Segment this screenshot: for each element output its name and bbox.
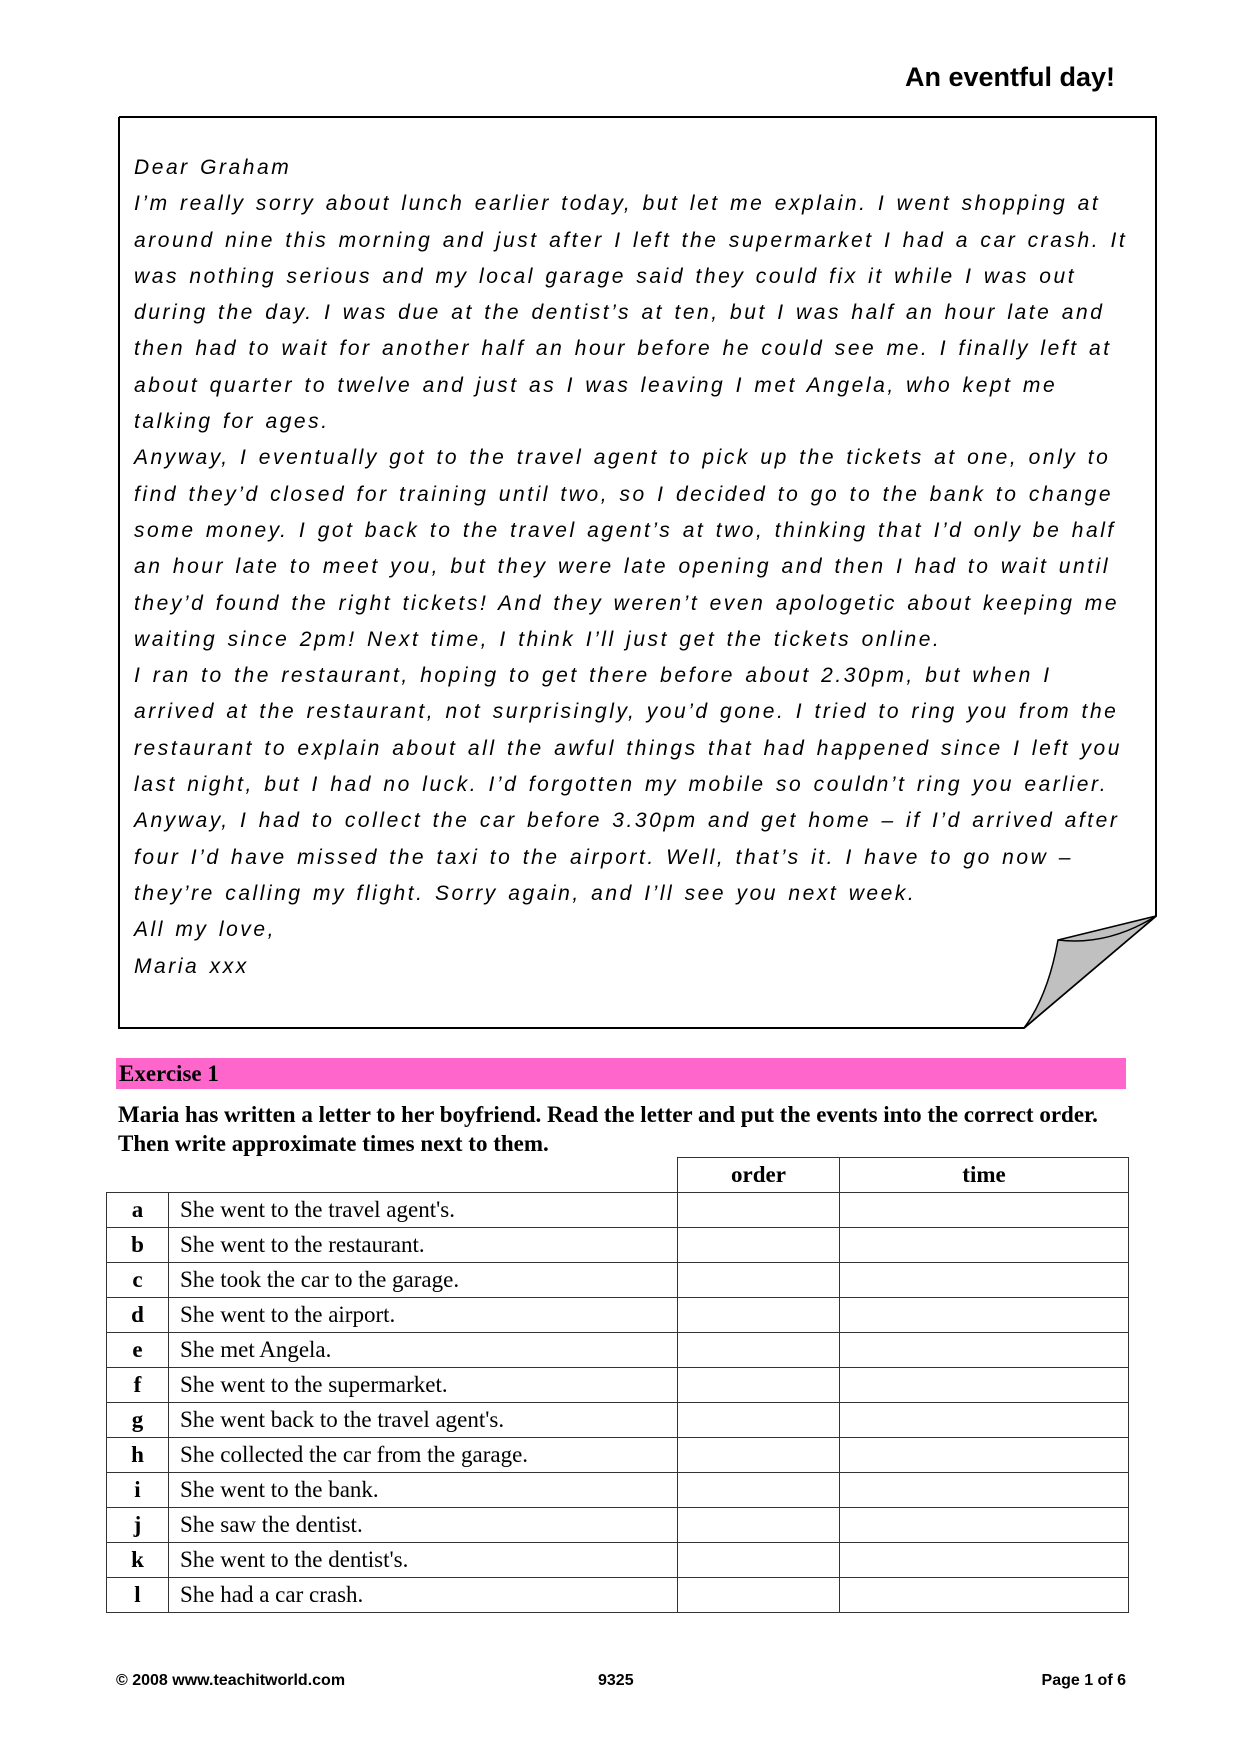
time-cell[interactable] (840, 1263, 1129, 1298)
exercise-instructions: Maria has written a letter to her boyfriend. Read the letter and put the events into the correct order. Then write approximate times next to them. (118, 1102, 1098, 1156)
letter-paragraph: I ran to the restaurant, hoping to get there before about 2.30pm, but when I arrived at the restaurant, not surprisingly, you’d gone. I tried to ring you from the restaurant to explain about all the awful things that had happened since I left you last night, but I had no luck. I’d forgotten my mobile so couldn’t ring you earlier. Anyway, I had to collect the car before 3.30pm and get home – if I’d arrived after four I’d have missed the taxi to the airport. Well, that’s it. I have to go now – they’re calling my flight. Sorry again, and I’ll see you next week. (134, 664, 1122, 905)
letter-body (134, 150, 1144, 985)
order-cell[interactable] (678, 1543, 840, 1578)
header-spacer (169, 1158, 678, 1193)
table-row (107, 1508, 1129, 1543)
table-row (107, 1543, 1129, 1578)
table-row (107, 1263, 1129, 1298)
event-letter: g (107, 1403, 169, 1438)
event-text: She had a car crash. (169, 1578, 678, 1613)
order-cell[interactable] (678, 1438, 840, 1473)
event-text: She collected the car from the garage. (169, 1438, 678, 1473)
table-row (107, 1438, 1129, 1473)
event-letter: h (107, 1438, 169, 1473)
event-text: She went to the travel agent's. (169, 1193, 678, 1228)
order-cell[interactable] (678, 1193, 840, 1228)
event-text: She went to the bank. (169, 1473, 678, 1508)
letter-greeting: Dear Graham (134, 156, 292, 179)
order-cell[interactable] (678, 1508, 840, 1543)
table-row (107, 1403, 1129, 1438)
time-cell[interactable] (840, 1403, 1129, 1438)
table-row (107, 1193, 1129, 1228)
column-header-time: time (840, 1158, 1129, 1193)
table-header-row (107, 1158, 1129, 1193)
column-header-order: order (678, 1158, 840, 1193)
time-cell[interactable] (840, 1333, 1129, 1368)
table-row (107, 1228, 1129, 1263)
events-table (106, 1157, 1129, 1613)
time-cell[interactable] (840, 1193, 1129, 1228)
table-row (107, 1368, 1129, 1403)
event-letter: f (107, 1368, 169, 1403)
exercise-heading: Exercise 1 (116, 1058, 1126, 1089)
letter-signature: Maria xxx (134, 954, 249, 978)
time-cell[interactable] (840, 1578, 1129, 1613)
time-cell[interactable] (840, 1473, 1129, 1508)
time-cell[interactable] (840, 1508, 1129, 1543)
table-row (107, 1298, 1129, 1333)
footer-page-number: Page 1 of 6 (1041, 1672, 1126, 1689)
time-cell[interactable] (840, 1298, 1129, 1333)
event-letter: k (107, 1543, 169, 1578)
order-cell[interactable] (678, 1368, 840, 1403)
event-letter: e (107, 1333, 169, 1368)
letter-paragraph: I’m really sorry about lunch earlier today, but let me explain. I went shopping at around nine this morning and just after I left the supermarket I had a car crash. It was nothing serious and my local garage said they could fix it while I was out during the day. I was due at the dentist’s at ten, but I was half an hour late and then had to wait for another half an hour before he could see me. I finally left at about quarter to twelve and just as I was leaving I met Angela, who kept me talking for ages. (134, 192, 1128, 434)
letter-paragraph: Anyway, I eventually got to the travel agent to pick up the tickets at one, only to find they’d closed for training until two, so I decided to go to the bank to change some money. I got back to the travel agent’s at two, thinking that I’d only be half an hour late to meet you, but they were late opening and then I had to wait until they’d found the right tickets! And they weren’t even apologetic about keeping me waiting since 2pm! Next time, I think I’ll just get the tickets online. (134, 446, 1120, 651)
header-spacer (107, 1158, 169, 1193)
time-cell[interactable] (840, 1368, 1129, 1403)
page-footer (116, 1672, 1126, 1696)
time-cell[interactable] (840, 1228, 1129, 1263)
event-letter: l (107, 1578, 169, 1613)
event-letter: d (107, 1298, 169, 1333)
event-text: She went back to the travel agent's. (169, 1403, 678, 1438)
time-cell[interactable] (840, 1543, 1129, 1578)
footer-copyright: © 2008 www.teachitworld.com (116, 1672, 346, 1689)
event-text: She went to the airport. (169, 1298, 678, 1333)
event-letter: b (107, 1228, 169, 1263)
table-row (107, 1333, 1129, 1368)
order-cell[interactable] (678, 1473, 840, 1508)
order-cell[interactable] (678, 1333, 840, 1368)
letter-box (118, 116, 1158, 1030)
table-row (107, 1473, 1129, 1508)
footer-code: 9325 (598, 1672, 634, 1689)
event-text: She saw the dentist. (169, 1508, 678, 1543)
event-text: She met Angela. (169, 1333, 678, 1368)
event-text: She went to the supermarket. (169, 1368, 678, 1403)
event-text: She went to the restaurant. (169, 1228, 678, 1263)
event-letter: i (107, 1473, 169, 1508)
event-text: She took the car to the garage. (169, 1263, 678, 1298)
page-title: An eventful day! (904, 62, 1115, 92)
order-cell[interactable] (678, 1403, 840, 1438)
letter-closing: All my love, (134, 918, 276, 942)
time-cell[interactable] (840, 1438, 1129, 1473)
table-row (107, 1578, 1129, 1613)
event-letter: a (107, 1193, 169, 1228)
event-text: She went to the dentist's. (169, 1543, 678, 1578)
order-cell[interactable] (678, 1298, 840, 1333)
order-cell[interactable] (678, 1263, 840, 1298)
event-letter: j (107, 1508, 169, 1543)
order-cell[interactable] (678, 1228, 840, 1263)
event-letter: c (107, 1263, 169, 1298)
order-cell[interactable] (678, 1578, 840, 1613)
